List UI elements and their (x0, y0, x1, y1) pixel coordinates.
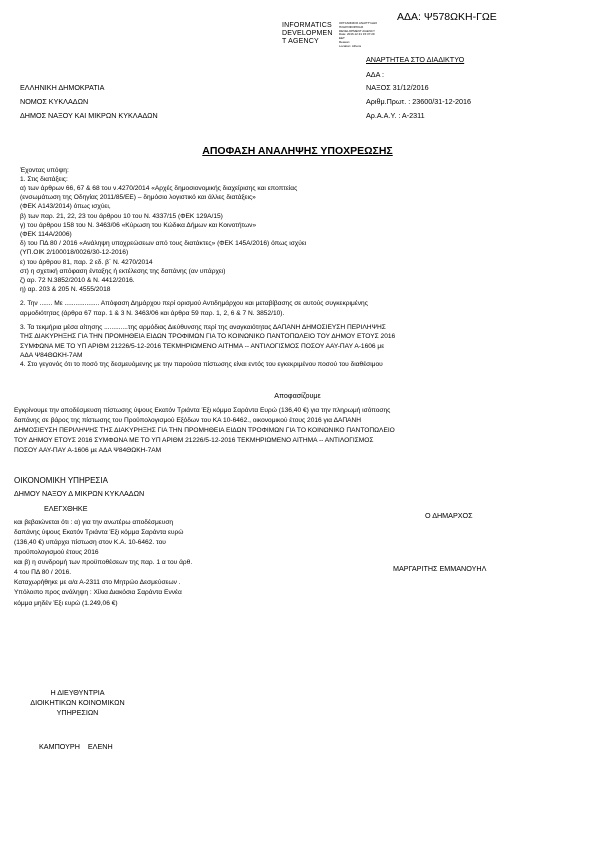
prefecture-name: ΝΟΜΟΣ ΚΥΚΛΑΔΩΝ (20, 97, 89, 106)
certify-line: κόμμα μηδέν Έξι ευρώ (1.249,06 €) (14, 600, 118, 607)
body-line: αρμοδιότητας (άρθρα 67 παρ. 1 & 3 Ν. 3463/06 και άρθρα 59 παρ. 1, 2, 6 & 7 Ν. 3852/10). (20, 310, 285, 317)
certify-line: και βεβαιώνεται ότι : α) για την ανωτέρω αποδέσμευση (14, 519, 174, 526)
approval-line: ΔΗΜΟΣΙΕΥΣΗ ΠΕΡΙΛΗΨΗΣ ΤΗΣ ΔΙΑΚΥΡΗΞΗΣ ΓΙΑ ΤΗΝ ΠΡΟΜΗΘΕΙΑ ΕΙΔΩΝ ΤΡΟΦΙΜΩΝ ΓΙΑ ΤΟ ΚΟΙΝΩΝΙΚΟ ΠΑΝΤΟΠΩΛΕΙΟ (14, 427, 395, 434)
logo-small-1: ΟΡΓΑΝΙΣΜΟΣ ΑΝΑΠΤΥΞΗΣ (339, 21, 378, 25)
director-role-2: ΔΙΟΙΚΗΤΙΚΩΝ ΚΟΙΝΟΜΙΚΩΝ (30, 698, 125, 707)
decide-heading: Αποφασίζουμε (274, 391, 321, 400)
body-line: β) των παρ. 21, 22, 23 του άρθρου 10 του Ν. 4337/15 (ΦΕΚ 129Α/15) (20, 213, 223, 220)
body-line: 2. Την ....... Με ................... Απόφαση Δημάρχου περί ορισμού Αντιδημάρχου και μεταβίβασης σε αυτούς συγκεκριμένης (20, 300, 368, 307)
logo-small-5: EET (339, 36, 345, 41)
certify-line: Υπόλοιπο προς ανάληψη : Χίλια Διακόσια Σαράντα Εννέα (14, 589, 182, 596)
logo-line-3: T AGENCY (282, 38, 319, 45)
director-role-1: Η ΔΙΕΥΘΥΝΤΡΙΑ (50, 688, 105, 697)
body-line: 4. Στο γεγονός ότι το ποσό της δεσμευόμενης με την παρούσα πίστωσης είναι εντός του εγκεκριμένου ποσού του διαθέσιμου (20, 361, 383, 368)
logo-small-2: ΠΛΗΡΟΦΟΡΙΚΗΣ (339, 24, 364, 29)
state-name: ΕΛΛΗΝΙΚΗ ΔΗΜΟΚΡΑΤΙΑ (20, 83, 105, 92)
municipality-name: ΔΗΜΟΣ ΝΑΞΟΥ ΚΑΙ ΜΙΚΡΩΝ ΚΥΚΛΑΔΩΝ (20, 111, 158, 120)
ada-label: ΑΔΑ : (366, 70, 384, 79)
mayor-name: ΜΑΡΓΑΡΙΤΗΣ ΕΜΜΑΝΟΥΗΛ (393, 564, 487, 573)
body-line: ΤΗΣ ΔΙΑΚΥΡΗΞΗΣ ΓΙΑ ΤΗΝ ΠΡΟΜΗΘΕΙΑ ΕΙΔΩΝ ΤΡΟΦΙΜΩΝ ΓΙΑ ΤΟ ΚΟΙΝΩΝΙΚΟ ΠΑΝΤΟΠΩΛΕΙΟ ΤΟΥ ΔΗΜΟΥ ΕΤΟΥΣ 2016 (20, 333, 396, 340)
page-title: ΑΠΟΦΑΣΗ ΑΝΑΛΗΨΗΣ ΥΠΟΧΡΕΩΣΗΣ (202, 145, 393, 157)
body-line: δ) του ΠΔ 80 / 2016 «Ανάληψη υποχρεώσεων από τους διατάκτες» (ΦΕΚ 145Α/2016) όπως ισχύει (20, 240, 307, 247)
body-line: στ) η σχετική απόφαση ένταξης ή εκτέλεσης της δαπάνης (αν υπάρχει) (20, 268, 226, 275)
body-line: η) αρ. 203 & 205 Ν. 4555/2018 (20, 286, 111, 293)
posted-online-label: ΑΝΑΡΤΗΤΕΑ ΣΤΟ ΔΙΑΔΙΚΤΥΟ (366, 55, 465, 64)
certify-line: δαπάνης ύψους Εκατόν Τριάντα Έξι κόμμα Σαράντα ευρώ (14, 529, 184, 536)
approval-line: ΤΟΥ ΔΗΜΟΥ ΕΤΟΥΣ 2016 ΣΥΜΦΩΝΑ ΜΕ ΤΟ ΥΠ ΑΡΙΘΜ 21226/5-12-2016 ΤΕΚΜΗΡΙΩΜΕΝΟ ΑΙΤΗΜΑ -- ΑΝΤΙΛΟΓΙΣΜΟΣ (14, 437, 374, 444)
body-line: ζ) αρ. 72 Ν.3852/2010 & Ν. 4412/2016. (20, 277, 135, 284)
certify-line: Καταχωρήθηκε με α/α Α-2311 στο Μητρώο Δεσμεύσεων . (14, 579, 181, 586)
protocol-number: Αριθμ.Πρωτ. : 23600/31-12-2016 (366, 97, 471, 106)
service-name: ΟΙΚΟΝΟΜΙΚΗ ΥΠΗΡΕΣΙΑ (14, 476, 108, 485)
body-line: γ) του άρθρου 158 του Ν. 3463/06 «Κύρωση του Κώδικα Δήμων και Κοινοτήτων» (20, 222, 257, 229)
logo-small-4: Date: 2016.12.31 15:37:29 (339, 32, 375, 37)
mayor-role: Ο ΔΗΜΑΡΧΟΣ (425, 511, 473, 520)
body-line: ΣΥΜΦΩΝΑ ΜΕ ΤΟ ΥΠ ΑΡΙΘΜ 21226/5-12-2016 ΤΕΚΜΗΡΙΩΜΕΝΟ ΑΙΤΗΜΑ -- ΑΝΤΙΛΟΓΙΣΜΟΣ ΠΟΣΟΥ ΑΑΥ-ΠΑΥ Α-1606 με (20, 343, 385, 350)
body-line: (ΦΕΚ Α143/2014) όπως ισχύει, (20, 203, 111, 210)
body-line: (ΦΕΚ 114Α/2006) (20, 231, 72, 238)
director-name: ΚΑΜΠΟΥΡΗ ΕΛΕΝΗ (39, 742, 113, 751)
director-role-3: ΥΠΗΡΕΣΙΩΝ (56, 708, 99, 717)
ada-top: ΑΔΑ: Ψ578ΩΚΗ-ΓΩΕ (397, 11, 497, 23)
body-line: 3. Τα τεκμήρια μέσα αίτησης .............της αρμόδιας Διεύθυνσης περί της αναγκαιότητας ΔΑΠΑΝΗ ΔΗΜΟΣΙΕΥΣΗ ΠΕΡΙΛΗΨΗΣ (20, 324, 386, 331)
body-line: ΑΔΑ Ψ84ΘΩΚΗ-7ΑΜ (20, 352, 83, 359)
body-line: Έχοντας υπόψη: (20, 167, 69, 174)
place-date: ΝΑΞΟΣ 31/12/2016 (366, 83, 429, 92)
logo-small-3: DEVELOPMENT AGENCY (339, 28, 375, 33)
certify-line: και β) η συνδρομή των προϋποθέσεων της παρ. 1 α του άρθ. (14, 559, 193, 566)
aay-number: Αρ.Α.Α.Υ. : Α-2311 (366, 111, 425, 120)
certify-line: 4 του ΠΔ 80 / 2016. (14, 569, 72, 576)
body-line: α) των άρθρων 66, 67 & 68 του ν.4270/2014 «Αρχές δημοσιονομικής διαχείρισης και εποπτείας (20, 185, 298, 192)
logo-line-1: INFORMATICS (282, 22, 332, 29)
body-line: (ΥΠ.ΟΙΚ 2/100018/0026/30-12-2016) (20, 249, 129, 256)
body-line: (ενσωμάτωση της Οδηγίας 2011/85/ΕΕ) – δημόσιο λογιστικό και άλλες διατάξεις» (20, 194, 256, 201)
service-municipality: ΔΗΜΟΥ ΝΑΞΟΥ Δ ΜΙΚΡΩΝ ΚΥΚΛΑΔΩΝ (14, 489, 145, 498)
certify-line: (136,40 €) υπάρχει πίστωση στον Κ.Α. 10-6462. του (14, 539, 166, 546)
certify-line: προϋπολογισμού έτους 2016 (14, 549, 99, 556)
logo-small-6: Reason: (339, 40, 351, 44)
checked-label: ΕΛΕΓΧΘΗΚΕ (44, 504, 88, 513)
logo-small-7: Location: Athens (339, 43, 362, 48)
approval-line: ΠΟΣΟΥ ΑΑΥ-ΠΑΥ Α-1606 με ΑΔΑ Ψ84ΘΩΚΗ-7ΑΜ (14, 447, 162, 454)
informatics-agency-logo (282, 22, 392, 46)
logo-line-2: DEVELOPMEN (282, 30, 333, 37)
approval-line: δαπάνης σε βάρος της πίστωσης του Προϋπολογισμού Εξόδων του ΚΑ 10-6462., οικονομικού έτους 2016 για ΔΑΠΑΝΗ (14, 417, 362, 424)
approval-line: Εγκρίνουμε την αποδέσμευση πίστωσης ύψους Εκατόν Τριάντα Έξι κόμμα Σαράντα Ευρώ (136,40 €) για την πληρωμή ισόποσης (14, 407, 391, 414)
body-line: 1. Στις διατάξεις: (20, 176, 68, 183)
body-line: ε) του άρθρου 81, παρ. 2 εδ. β΄ Ν. 4270/2014 (20, 259, 153, 266)
